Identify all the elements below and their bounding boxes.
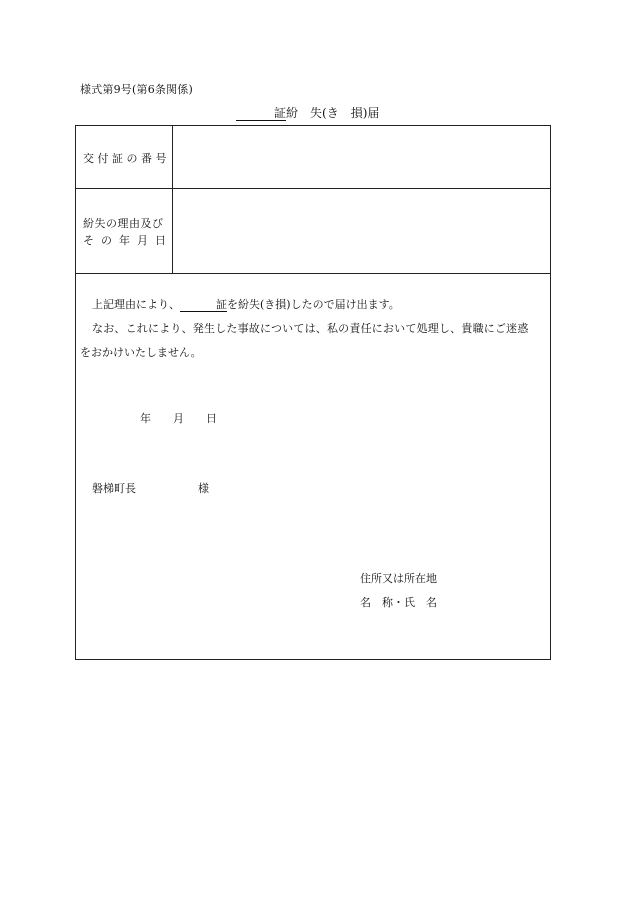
loss-reason-field[interactable] [173,188,550,273]
addressee-mayor: 磐梯町長 [92,482,136,495]
loss-reason-label-line2: その年月日 [83,234,173,247]
certificate-number-field[interactable] [173,126,550,188]
applicant-name-label: 名 称・氏 名 [360,596,437,609]
loss-reason-label-cell [76,188,173,273]
loss-reason-label-line1: 紛失の理由及び [83,217,164,230]
certificate-number-label-cell [76,126,173,188]
date-line: 年 月 日 [140,412,217,425]
statement-blank-field[interactable] [180,299,216,312]
form-frame [75,125,551,660]
statement-cert-word: 証 [216,298,227,311]
title-rest: 紛 失(き 損)届 [286,106,380,120]
form-number: 様式第9号(第6条関係) [80,83,193,96]
title-blank-field[interactable] [236,108,274,121]
addressee-honorific: 様 [198,482,209,495]
certificate-number-label: 交付証の番号 [83,152,170,165]
statement-line3: をおかけいたしません。 [80,346,202,359]
form-title [236,104,379,121]
row-loss-reason [76,188,550,274]
statement-line2: なお、これにより、発生した事故については、私の責任において処理し、貴職にご迷惑 [92,322,529,335]
title-cert-word: 証 [274,106,287,120]
row-certificate-number [76,126,550,189]
applicant-address-label: 住所又は所在地 [360,572,437,585]
statement-line1-after: を紛失(き損)したので届け出ます。 [227,298,400,311]
statement-line1 [92,296,400,312]
statement-line1-before: 上記理由により、 [92,298,180,311]
